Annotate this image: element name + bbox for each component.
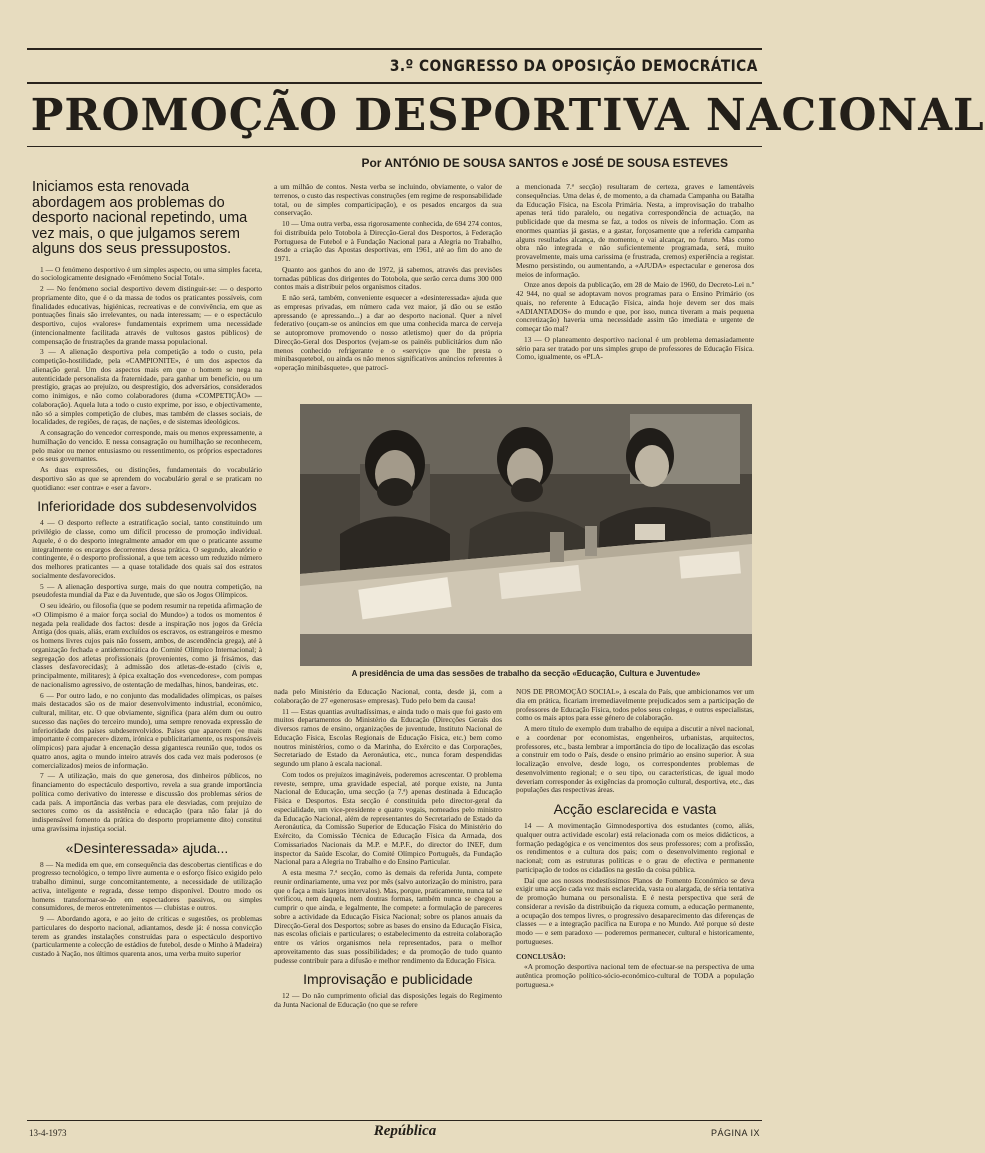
paragraph: Com todos os prejuízos imagináveis, poderemos acrescentar. O problema reveste, sempre, uma gravidade especial, até porque existe, na Junta Nacional de Educação, uma secção (a 7.ª) apenas destinada à Educação Física e Desportos. Esta secção é constituída pelo director-geral da especialidade, um vice-presidente e quatro vogais, nomeados pelo ministro da Educação Nacional, além de representantes do Secretariado de Estado da Aeronáutica, da Comissão Superior de Educação Física do Ministério do Exército, da Comissão Técnica de Educação Física da Armada, dos Comissariados Nacionais da M.P. e M.P.F., do director do INEF, dum inspector da Saúde Escolar, do Comité Olímpico Português, da Fundação Nacional para a Alegria no Trabalho e do Ensino Particular. [274,769,502,867]
page-title: PROMOÇÃO DESPORTIVA NACIONAL [30,90,985,141]
paragraph: 4 — O desporto reflecte a estratificação social, tanto constituindo um privilégio de classe, como um difícil processo de promoção individual. Aquele, é o do desporto integralmente amador em que o praticante assume integralmente os encargos decorrentes dessa prática. O segundo, aleatório e contingente, é o desporto profissional, a que tem acesso um reduzido número dos melhores praticantes — a quase totalidade dos quais saí dos estratos socialmente desfavorecidos. [32,518,262,580]
paragraph: Quanto aos ganhos do ano de 1972, já sabemos, através das previsões tornadas públicas dos dirigentes do Totobola, que serão cerca dums 300 000 contos mais a distribuir pelos organismos citados. [274,264,502,292]
paragraph: NOS DE PROMOÇÃO SOCIAL», à escala do País, que ambicionamos ver um dia em prática, ficariam irremediavelmente prejudicados sem a participação de professores de Educação Física, todos pelos seus colegas, e outros especialistas, como os mais aptos para esse género de colaboração. [516,687,754,723]
paragraph: 11 — Estas quantias avultadíssimas, e ainda tudo o mais que foi gasto em muitos departamentos do Ministério da Educação (Direcções Gerais dos diversos ramos de ensino, organizações de juventude, Instituto Nacional de Educação Física, Escolas Regionais de Educação Física, etc.) bem como noutros ministérios, como o da Marinha, do Exército e das Corporações, Secretariado de Estado da Aeronáutica, etc., nunca foram despendidas segundo um plano à escala nacional. [274,706,502,768]
title-rule [27,146,762,147]
paragraph: nada pelo Ministério da Educação Nacional, conta, desde já, com a colaboração de 27 «generosas» empresas). Tudo pelo bem da causa! [274,687,502,705]
paragraph: 1 — O fenómeno desportivo é um simples aspecto, ou uma simples faceta, do sociologicamente designado «Fenómeno Social Total». [32,264,262,283]
paragraph: 6 — Por outro lado, e no conjunto das modalidades olímpicas, os países mais destacados são os de maior desenvolvimento industrial, económico, cultural, militar, etc. O que obviamente, significa (para além dum ou outro sucesso das nações do terceiro mundo), uma sempre renovada expressão de inferioridade dos países subdesenvolvidos. Países que aparecem («e mais importante é comparecer» dizem, irónica e publicitariamente, os responsáveis olímpicos) para ajudar à encenação dessa gigantesca reunião que, todos os quatro anos, agita o mundo inteiro através dos cada vez mais poderosos (e comercializados) meios de informação. [32,690,262,770]
column-2 [274,183,502,397]
paragraph: 9 — Abordando agora, e ao jeito de críticas e sugestões, os problemas particulares do desporto nacional, adiantamos, desde já: é nossa convicção terem as grandes instalações construídas para o espectáculo desportivo (particularmente a colecção de estádios de futebol, desde o Minho à Madeira) custado à Nação, nos últimos quarenta anos, uma verba muito superior [32,914,262,958]
lead-paragraph: Iniciamos esta renovada abordagem aos problemas do desporto nacional repetindo, uma vez mais, o que julgamos serem alguns dos seus pressupostos. [32,179,248,257]
publication-logo: República [373,1123,437,1139]
paragraph: As duas expressões, ou distinções, fundamentais do vocabulário desportivo são as que se aprendem do vocabulário geral e se praticam no quotidiano: «ser contra» e «ser a favor». [32,465,262,492]
paragraph: A consagração do vencedor corresponde, mais ou menos expressamente, a humilhação do vencido. E nessa consagração ou humilhação se reconhecem, pelo maior ou menor entusiasmo ou ressentimento, os próprios espectadores e os seus governantes. [32,428,262,464]
column-4 [274,688,502,1114]
subheading: Improvisação e publicidade [303,971,473,988]
footer-rule [27,1120,762,1121]
paragraph: 8 — Na medida em que, em consequência das descobertas científicas e do progresso tecnológico, o tempo livre aumenta e o esforço físico exigido pelo trabalho diminui, surge concomitantemente, a necessidade de utilização activa, inteligente e regrada, desse tempo disponível. Doutro modo os homens transformar-se-ão em espectadores passivos, ou simples consumidores, de meros entretenimentos — clubistas e outros. [32,859,262,913]
top-rule [27,48,762,50]
subheading: Acção esclarecida e vasta [553,801,717,817]
subheading: Inferioridade dos subdesenvolvidos [37,498,257,515]
paragraph: 10 — Uma outra verba, essa rigorosamente conhecida, de 694 274 contos, foi distribuída pelo Totobola à Direcção-Geral dos Desportos, à Federação Portuguesa de Futebol e à Fundação Nacional para a Alegria no Trabalho, desde a criação das Apostas desportivas, em 1961, até ao fim do ano de 1971. [274,219,502,263]
column-3 [516,183,754,397]
conclusion-text: «A promoção desportiva nacional tem de efectuar-se na perspectiva de uma autêntica promoção político-sócio-económico-cultural de TODA a população portuguesa.» [516,962,754,989]
paragraph: 2 — No fenómeno social desportivo devem distinguir-se: — o desporto propriamente dito, que é o da massa de todos os praticantes possíveis, com finalidades educativas, higiénicas, recreativas e de convivência, em que as pontuações finais são irrelevantes, ou nada interessam; — e o espectáculo desportivo, cujos «valores» fundamentais exprimem uma necessidade (intencionalmente facilitada através de vultosos gastos públicos) de compensação de frustrações da grande massa populacional. [32,284,262,346]
page-number: PÁGINA IX [710,1128,760,1138]
paragraph: 14 — A movimentação Gimnodesportiva dos estudantes (como, aliás, qualquer outra actividade escolar) está relacionada com os meios didácticos, a formação pedagógica e os vencimentos dos seus professores; com a profissão, os rendimentos e a cultura dos pais; com o desenvolvimento regional e nacional; com as estruturas políticas e o grau de efectiva e permanente participação de todos os cidadãos na gestão da coisa pública. [516,821,754,874]
column-1 [32,178,262,1114]
kicker-rule [27,82,762,84]
paragraph: 13 — O planeamento desportivo nacional é um problema demasiadamente sério para ser tratado por uns simples grupo de professores de Educação Física. Como, igualmente, os «PLA- [516,334,754,362]
paragraph: 12 — Do não cumprimento oficial das disposições legais do Regimento da Junta Nacional de Educação (no que se refere [274,991,502,1009]
paragraph: a um milhão de contos. Nesta verba se incluindo, obviamente, o valor de terrenos, o custo das respectivas construções (em regime de responsabilidade total, ou de simples comparticipação), e os pesados encargos da sua conservação. [274,182,502,218]
paragraph: 5 — A alienação desportiva surge, mais do que noutra competição, na pseudofesta mundial da Paz e da Juventude, que são os Jogos Olímpicos. [32,581,262,600]
paragraph: 3 — A alienação desportiva pela competição a todo o custo, pela competição-hostilidade, pela «CAMPIONITE», é um dos aspectos da alienação geral. Um dos aspectos mais em que o homem se nega na autenticidade personalista da fraternidade, para ganhar um benefício, ou um prestígio, graças ao prejuízo, ou desprestígio, dos adversários, considerados como inimigos, e não como colaboradores (duma «COMPETIÇÃO» — colaboração). Aquela luta a todo o custo exprime, por isso, e objectivamente, não só a simples competição de clubes, mas também de classes sociais, de localidades, de regiões, de raças, de nações, e de sistemas ideológicos. [32,347,262,427]
column-5 [516,688,754,1114]
paragraph: A esta mesma 7.ª secção, como às demais da referida Junta, compete reunir ordinariamente, uma vez por mês (salvo autorização do ministro, para que o faça a mais largos intervalos). Mas, porque, praticamente, nunca tal se verificou, nem daquela, nem doutras formas, também nunca se chegou a cumprir o que ainda, e legalmente, lhe compete: a formulação de pareceres sobre a actividade da Educação Física Nacional; sobre os planos anuais da Direcção-Geral dos Desportos; sobre as bases do ensino da Educação Física, nas escolas oficiais e particulares; o estabelecimento da estreita colaboração entre os vários organismos nela representados, para o melhor aproveitamento das suas possibilidades; e da promoção de tudo quanto pudesse contribuir para a difusão e melhor rendimento da Educação Física. [274,868,502,965]
footer-date: 13-4-1973 [29,1128,67,1138]
subheading: «Desinteressada» ajuda... [65,839,229,856]
conclusion-label: CONCLUSÃO: [516,951,566,961]
photo-caption: A presidência de uma das sessões de trabalho da secção «Educação, Cultura e Juventude» [351,669,701,678]
paragraph: E não será, também, conveniente esquecer a «desinteressada» ajuda que as empresas privadas, em número cada vez maior, já dão ou se estão apressando (e apressando...) a dar ao desporto nacional. Quer a nível federativo (ouçam-se os anúncios em que uma conhecida marca de cerveja se autopromove promovendo o nosso atletismo) quer do da própria Direcção-Geral dos Desportos (vejam-se os painéis publicitários dum não menos conhecido refrigerante e o «serviço» que lhe presta o minibasquetebol, ou ainda os não menos significativos anúncios referentes à «operação minibásquete», que patrocí- [274,293,502,372]
paragraph: A mero título de exemplo dum trabalho de equipa a discutir a nível nacional, e a coordenar por economistas, engenheiros, urbanistas, arquitectos, professores, etc., basta lembrar a importância do tipo de localização das escolas a construir em todo o País, desde o ensino primário ao ensino superior. À sua localização envolve, desde logo, os correspondentes problemas de desenvolvimento regional; e o seu tipo, ou características, de igual modo deveriam corresponder às exigências da promoção cultural, desportiva, etc., das populações das respectivas áreas. [516,724,754,795]
paragraph: 7 — A utilização, mais do que generosa, dos dinheiros públicos, no financiamento do espectáculo desportivo, revela a sua grande importância política como derivativo do interesse e discussão dos problemas sérios de cada país. A importância das verbas para ele desviadas, com prejuízo de sectores como os da assistência e educação (para não falar já do indispensável fomento da prática do desporto propriamente dito) constitui uma gravíssima injustiça social. [32,771,262,833]
paragraph: Daí que aos nossos modestíssimos Planos de Fomento Económico se deva exigir uma acção cada vez mais esclarecida, vasta ou alargada, de séria tentativa de promoção humana ou personalista. E é nesta perspectiva que será de considerar a revisão da distribuição da riqueza comum, a educação permanente, a ocupação dos tempos livres, o progressivo desaparecimento das diferenças de classes — e a integração pacífica na Europa e no Mundo. Até porque só deste modo — e sem paradoxo — poderemos permanecer, cultural e historicamente, portugueses. [516,875,754,946]
byline: Por ANTÓNIO DE SOUSA SANTOS e JOSÉ DE SOUSA ESTEVES [361,156,728,170]
session-photo [300,404,752,666]
section-kicker: 3.º CONGRESSO DA OPOSIÇÃO DEMOCRÁTICA [390,56,758,75]
paragraph: Onze anos depois da publicação, em 28 de Maio de 1960, do Decreto-Lei n.º 42 944, no qual se adoptavam novos programas para o Ensino Primário (os quais, no referente à Educação Física, ainda hoje devem ser dos mais «ADIANTADOS» do mundo e que, por isso, nunca tiveram a mais pequena concretização) haveria uma necessidade assim tão imediata e urgente de começar tão mal? [516,280,754,333]
paragraph: O seu ideário, ou filosofia (que se podem resumir na repetida afirmação de «O Olimpismo é a maior força social do Mundo») a todos os momentos é negada pela realidade dos factos: desde a inspiração nos jogos da Grécia Antiga (dos quais, aliás, eram excluídos os escravos, os estrangeiros e mesmo os homens livres cujos pais não fossem, ambos, de ascendência grega), até à organização fechada e antidemocrática do Comité Olímpico Internacional; à segregação dos atletas profissionais (provenientes, como já frisámos, das classes desfavorecidas); à admissão dos atletas-de-estado (civis e, principalmente, militares); à épica exaltação dos «vencedores», com pompas de nacionalismo agressivo, de ostentação de medalhas, hinos, bandeiras, etc. [32,601,262,689]
paragraph: a mencionada 7.ª secção) resultaram de certeza, graves e lamentáveis consequências. Uma delas é, de momento, a da chamada Campanha ou Batalha da Educação Física, na Escola Primária. Nesta, a improvisação do trabalho apenas terá tido paralelo, ou negativa correspondência de actuação, na publicidade que da mesma se faz, a todos os níveis de informação. Com as enormes quantias já gastas, e a gastar, forçosamente que a referida campanha alguns resultados alcança, de momento, e vai alcançar, no futuro. Mas como obra não integrada e não suficientemente programada, será, muito provavelmente, mais uma carissima (e frustrada, cremos) experiência a registar. Mesmo persistindo, ou aumentando, a «AJUDA» espectacular e generosa dos meios de informação. [516,182,754,279]
photo-illustration [300,404,752,666]
